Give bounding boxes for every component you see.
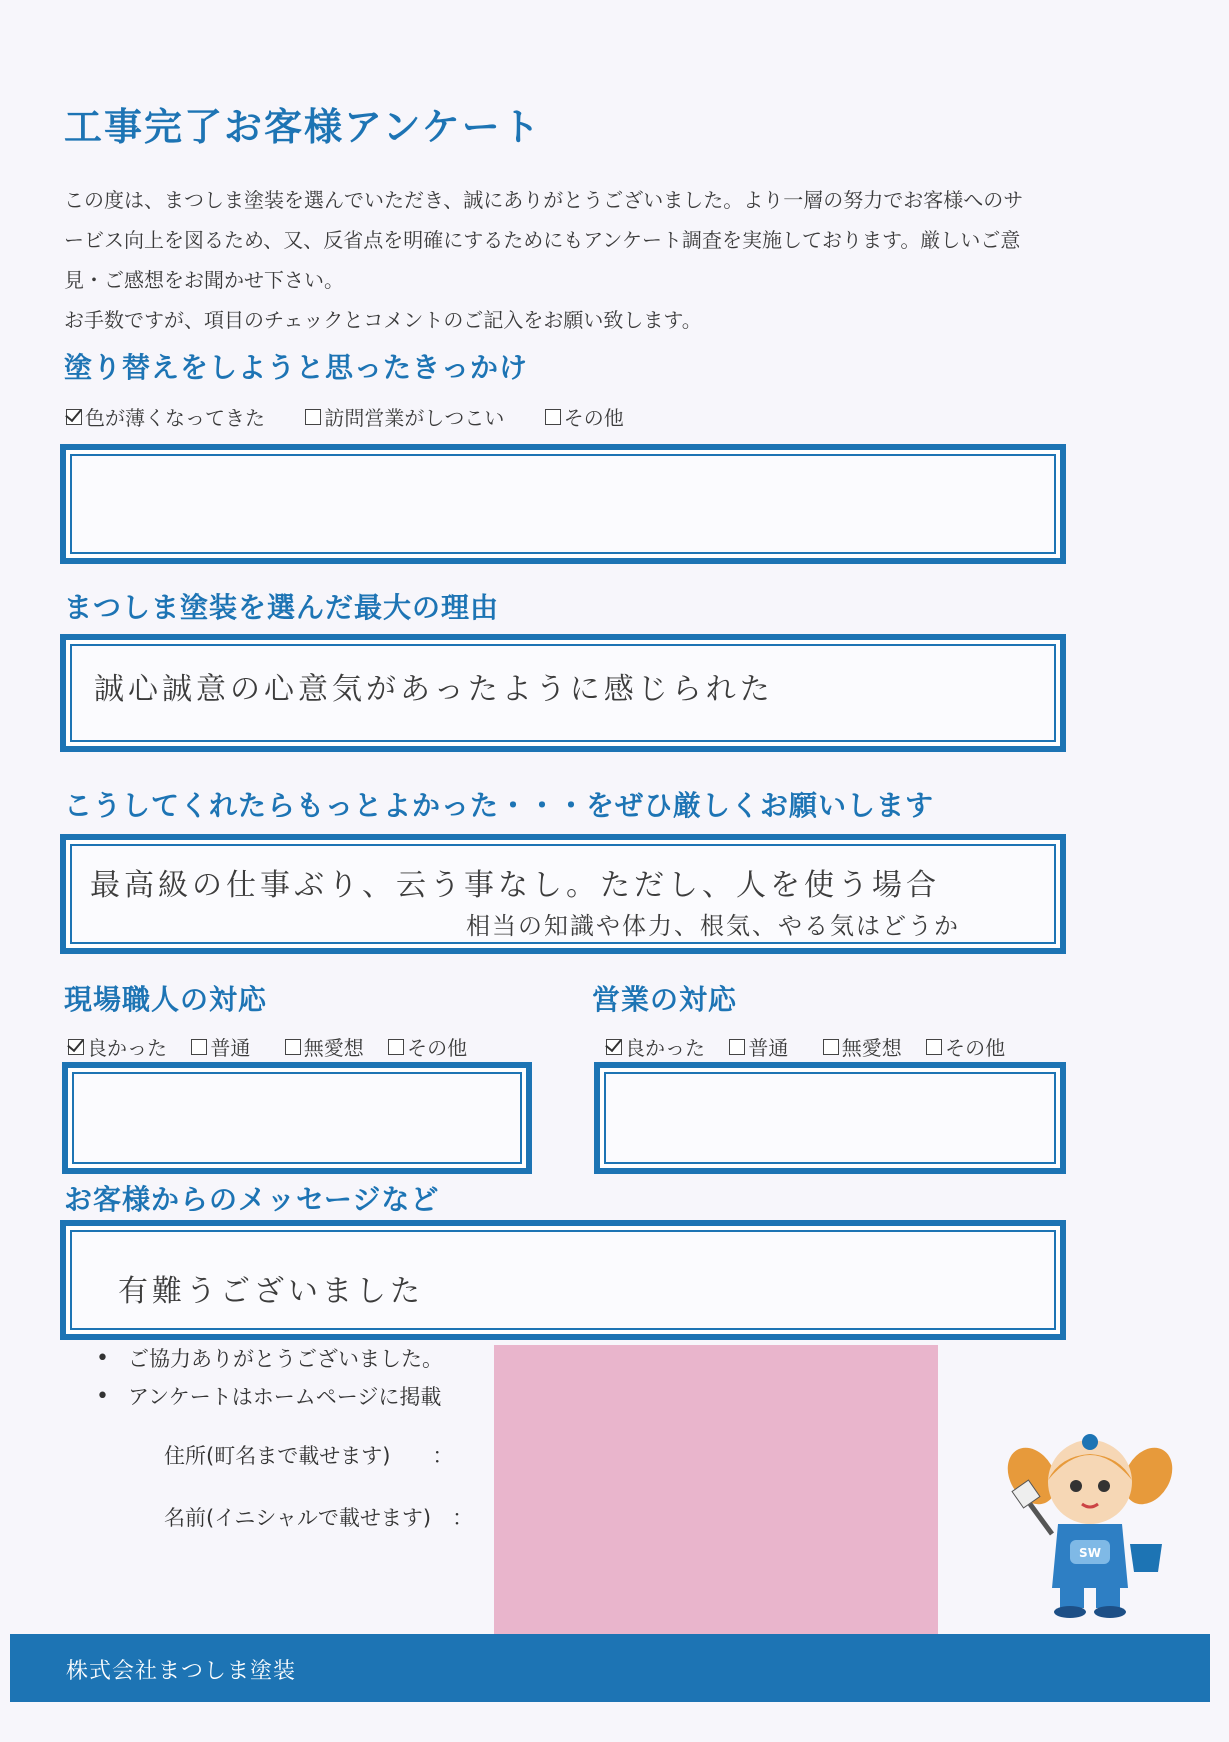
craftsmen-option[interactable]: 良かった [68,1032,167,1061]
craftsmen-heading: 現場職人の対応 [64,983,268,1016]
trigger-heading: 塗り替えをしようと思ったきっかけ [64,351,529,384]
checkbox-icon[interactable] [285,1039,301,1055]
intro-text [64,180,1164,340]
sales-option[interactable]: 無愛想 [823,1032,902,1061]
craftsmen-option[interactable]: その他 [388,1032,467,1061]
painter-mascot-icon [990,1420,1190,1620]
checkbox-icon[interactable] [729,1039,745,1055]
sales-option[interactable]: その他 [926,1032,1005,1061]
intro-line: お手数ですが、項目のチェックとコメントのご記入をお願い致します。 [64,308,702,332]
mascot-badge: SW [1079,1546,1101,1560]
craftsmen-options [68,1032,467,1061]
sales-heading: 営業の対応 [592,983,738,1016]
message-answer: 有難うございました [118,1274,424,1309]
improvement-answer-line: 相当の知識や体力、根気、やる気はどうか [466,912,960,940]
improvement-answer-box[interactable] [60,834,1066,954]
sales-options [606,1032,1005,1061]
sales-option[interactable]: 普通 [729,1032,788,1061]
sales-option[interactable]: 良かった [606,1032,705,1061]
craftsmen-answer-box[interactable] [62,1062,532,1174]
trigger-option[interactable]: 訪問営業がしつこい [305,402,504,431]
checkbox-icon[interactable] [305,409,321,425]
checkbox-icon[interactable] [926,1039,942,1055]
trigger-option[interactable]: その他 [545,402,624,431]
checkbox-checked-icon[interactable] [66,409,82,425]
intro-line: ービス向上を図るため、又、反省点を明確にするためにもアンケート調査を実施しております。厳しいご意 [64,228,1021,252]
improvement-answer-line: 最高級の仕事ぶり、云う事なし。ただし、人を使う場合 [90,868,940,903]
checkbox-checked-icon[interactable] [606,1039,622,1055]
improvement-heading: こうしてくれたらもっとよかった・・・をぜひ厳しくお願いします [64,789,935,822]
reason-answer: 誠心誠意の心意気があったように感じられた [94,672,774,707]
closing-notes [128,1340,443,1416]
trigger-options [66,402,658,431]
message-heading: お客様からのメッセージなど [64,1183,440,1216]
checkbox-icon[interactable] [388,1039,404,1055]
craftsmen-option[interactable]: 普通 [191,1032,250,1061]
company-name: 株式会社まつしま塗装 [66,1659,297,1684]
reason-answer-box[interactable] [60,634,1066,752]
redaction-block [494,1345,938,1639]
name-label: 名前(イニシャルで載せます) ： [164,1506,474,1530]
checkbox-icon[interactable] [191,1039,207,1055]
footer-bar [10,1634,1210,1702]
address-label: 住所(町名まで載せます) ： [164,1444,454,1468]
trigger-option[interactable]: 色が薄くなってきた [66,402,265,431]
trigger-answer-box[interactable] [60,444,1066,564]
reason-heading: まつしま塗装を選んだ最大の理由 [64,591,500,624]
checkbox-icon[interactable] [545,409,561,425]
page-title: 工事完了お客様アンケート [64,105,542,149]
message-answer-box[interactable] [60,1220,1066,1340]
intro-line: 見・ご感想をお聞かせ下さい。 [64,268,344,292]
craftsmen-option[interactable]: 無愛想 [285,1032,364,1061]
checkbox-checked-icon[interactable] [68,1039,84,1055]
intro-line: この度は、まつしま塗装を選んでいただき、誠にありがとうございました。より一層の努力でお客様へのサ [64,188,1024,212]
note-item: • アンケートはホームページに掲載 [128,1378,443,1416]
note-item: • ご協力ありがとうございました。 [128,1340,443,1378]
checkbox-icon[interactable] [823,1039,839,1055]
sales-answer-box[interactable] [594,1062,1066,1174]
